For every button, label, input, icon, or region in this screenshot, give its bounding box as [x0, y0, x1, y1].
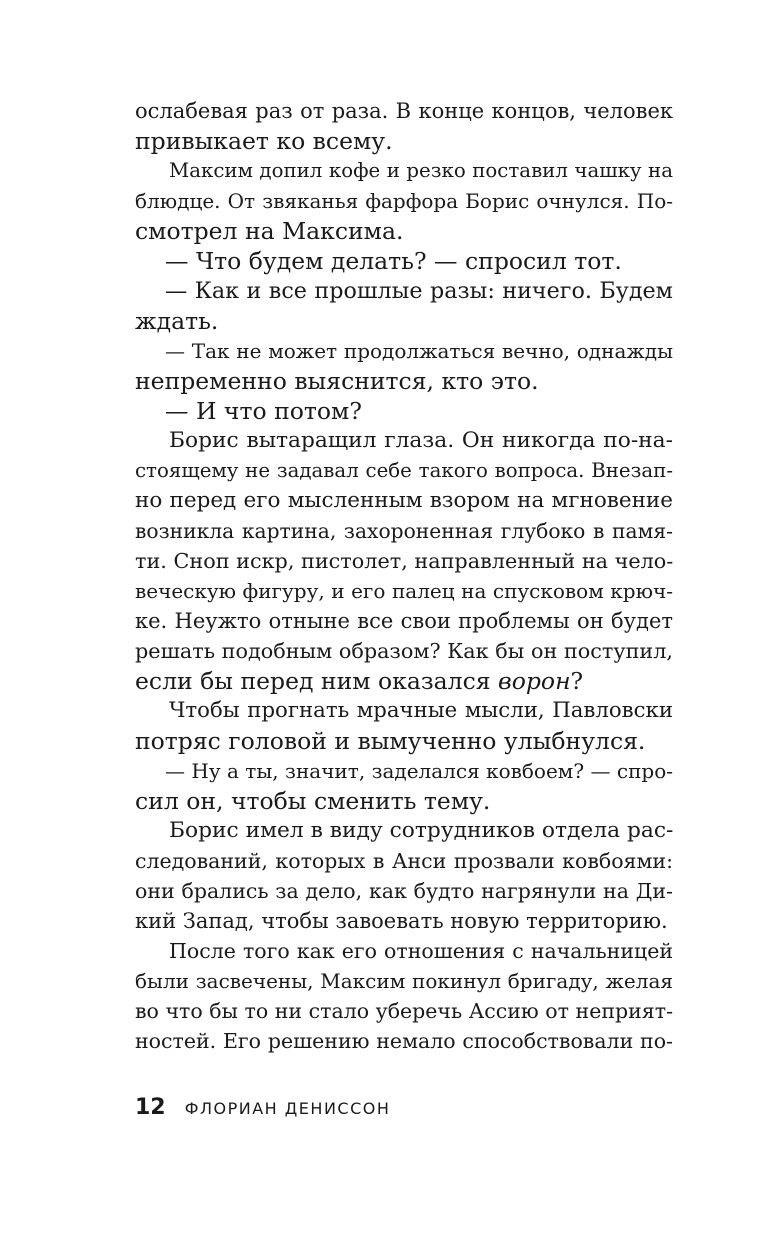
text-line: — Как и все прошлые разы: ничего. Будем [165, 278, 673, 304]
text-line: но перед его мысленным взором на мгновение [135, 488, 673, 513]
text-line: веческую фигуру, и его палец на спусковом крюч- [135, 579, 673, 603]
text-line: смотрел на Максима. [135, 217, 404, 245]
text-line: были засвечены, Максим покинул бригаду, желая [135, 969, 673, 993]
text-line: непременно выяснится, кто это. [135, 367, 539, 395]
italic-word: ворон [498, 667, 571, 695]
text-line: — Ну а ты, значит, заделался ковбоем? — спро- [165, 759, 673, 783]
body-text [135, 96, 673, 1056]
text-line: — И что потом? [165, 397, 362, 425]
text-line: Чтобы прогнать мрачные мысли, Павловски [169, 698, 673, 723]
text-line: сил он, чтобы сменить тему. [135, 787, 491, 815]
text-line: они брались за дело, как будто нагрянули на Ди- [135, 879, 673, 903]
running-footer-author: ФЛОРИАН ДЕНИССОН [184, 1099, 391, 1118]
text-line: ке. Неужто отныне все свои проблемы он будет [135, 609, 673, 633]
page-number: 12 [135, 1095, 166, 1120]
text-line: привыкает ко всему. [135, 127, 393, 155]
text-line: решать подобным образом? Как бы он поступил, [135, 639, 673, 663]
text-line: кий Запад, чтобы завоевать новую территорию. [135, 909, 668, 933]
text-line: блюдце. От звяканья фарфора Борис очнулся. По- [135, 189, 673, 213]
text-line: потряс головой и вымученно улыбнулся. [135, 727, 646, 755]
text-line: ти. Сноп искр, пистолет, направленный на чело- [135, 549, 674, 573]
text-line: — Что будем делать? — спросил тот. [165, 247, 622, 275]
text-line: Борис имел в виду сотрудников отдела рас- [169, 818, 674, 843]
text-line: ностей. Его решению немало способствовали по- [135, 1029, 673, 1053]
text-line: После того как его отношения с начальницей [169, 939, 673, 963]
text-line: Максим допил кофе и резко поставил чашку на [169, 159, 673, 182]
text-line: ослабевая раз от раза. В конце концов, человек [135, 99, 673, 123]
text-line: если бы перед ним оказался ворон? [135, 667, 584, 695]
running-footer [135, 1093, 390, 1123]
text-line: следований, которых в Анси прозвали ковбоями: [135, 849, 673, 873]
text-line: Борис вытаращил глаза. Он никогда по-на- [169, 428, 673, 453]
text-line: стоящему не задавал себе такого вопроса. Внезап- [135, 459, 673, 482]
text-line: во что бы то ни стало уберечь Ассию от неприят- [135, 999, 673, 1023]
text-line: — Так не может продолжаться вечно, однажды [165, 339, 673, 363]
text-line: возникла картина, захороненная глубоко в памя- [135, 519, 673, 543]
text-line: ждать. [135, 307, 219, 335]
